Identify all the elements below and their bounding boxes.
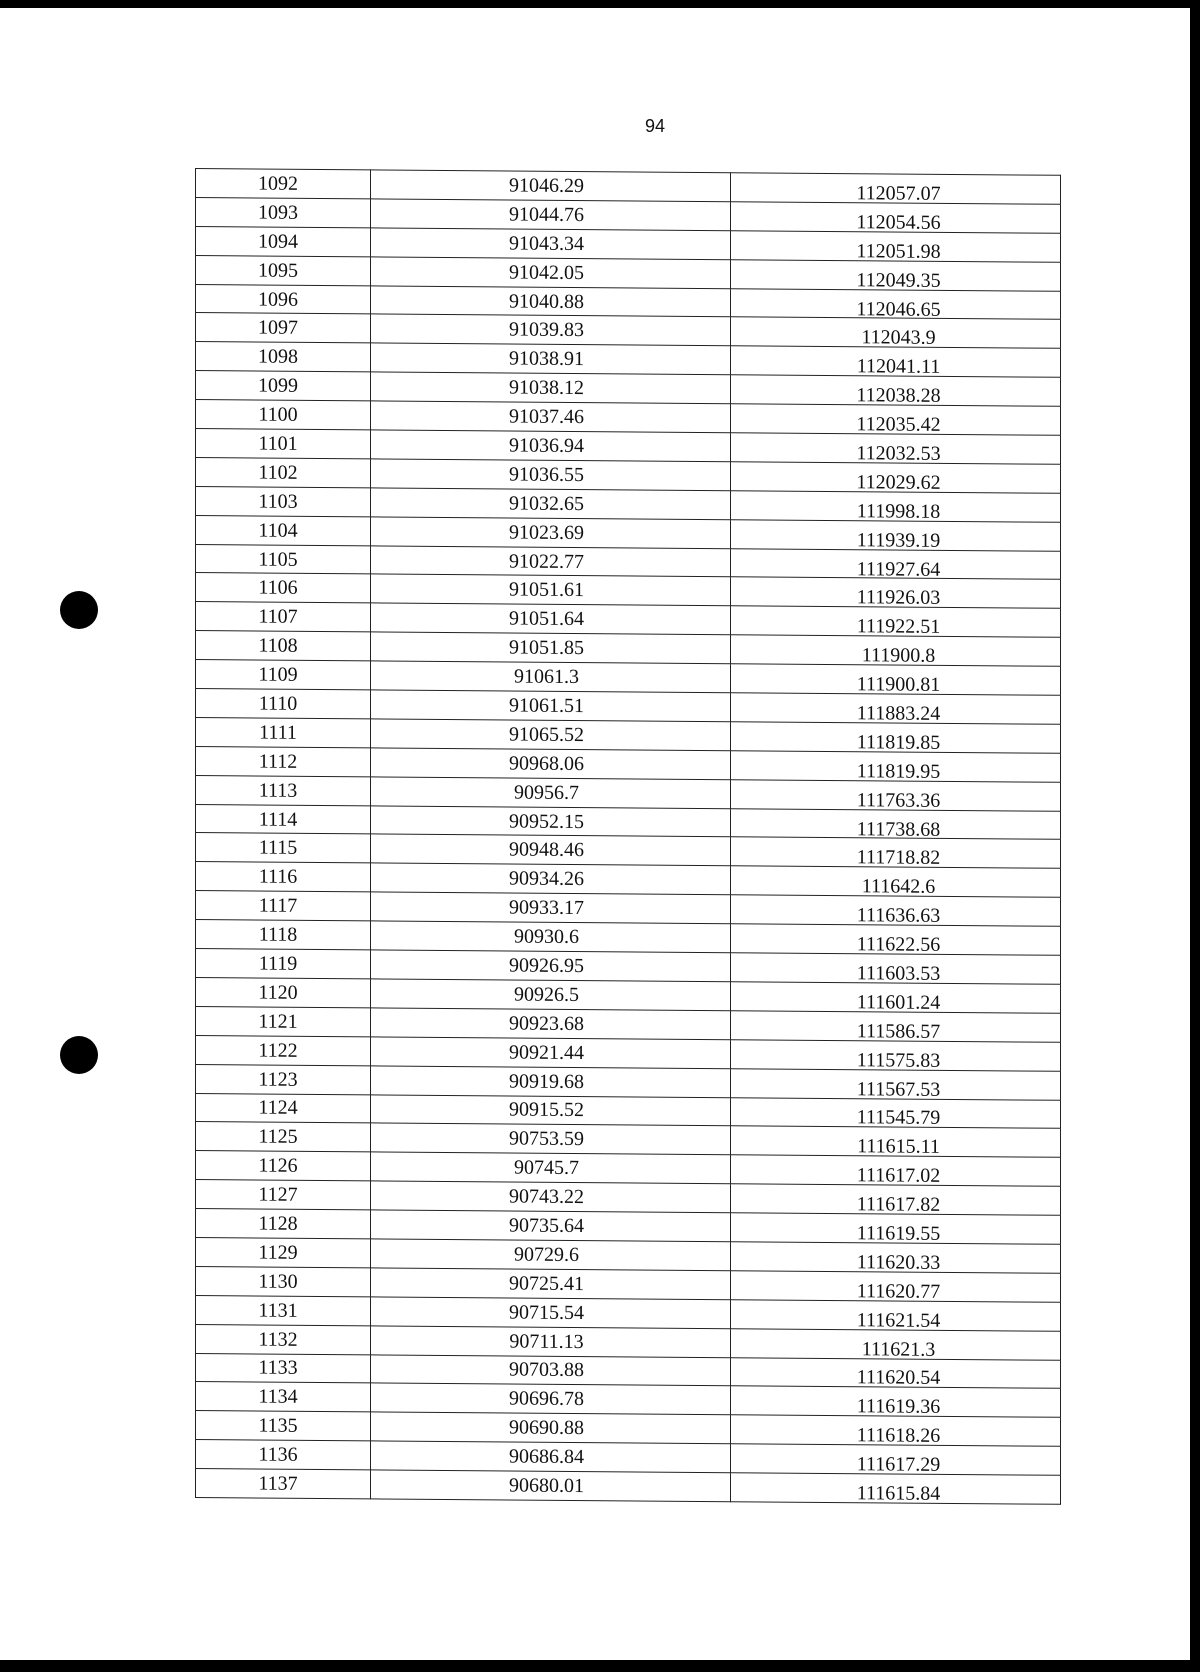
punch-hole-top <box>60 591 98 629</box>
value-a-cell: 90933.17 <box>371 892 731 924</box>
value-a-cell: 91051.64 <box>371 603 731 635</box>
value-a-cell: 91039.83 <box>371 314 731 346</box>
value-a-cell: 91051.61 <box>371 574 731 606</box>
value-b-cell: 112051.98 <box>731 235 1061 266</box>
value-b-cell: 111922.51 <box>731 611 1061 642</box>
row-id-cell: 1118 <box>196 920 371 950</box>
value-b-cell: 111939.19 <box>731 524 1061 555</box>
row-id-cell: 1133 <box>196 1353 371 1383</box>
value-a-cell: 91038.91 <box>371 343 731 375</box>
value-b-cell: 111718.82 <box>731 842 1061 873</box>
row-id-cell: 1122 <box>196 1035 371 1065</box>
row-id-cell: 1113 <box>196 775 371 805</box>
table-container <box>195 168 1060 1505</box>
value-a-cell: 91061.3 <box>371 661 731 693</box>
value-b-cell: 111615.84 <box>731 1478 1061 1509</box>
row-id-cell: 1125 <box>196 1122 371 1152</box>
value-b-cell: 112041.11 <box>731 351 1061 382</box>
row-id-cell: 1094 <box>196 226 371 256</box>
value-b-cell: 112057.07 <box>731 178 1061 209</box>
value-a-cell: 91046.29 <box>371 170 731 202</box>
value-b-cell: 111763.36 <box>731 784 1061 815</box>
value-b-cell: 111883.24 <box>731 698 1061 729</box>
row-id-cell: 1132 <box>196 1324 371 1354</box>
value-a-cell: 90745.7 <box>371 1152 731 1184</box>
row-id-cell: 1111 <box>196 717 371 747</box>
value-a-cell: 90968.06 <box>371 748 731 780</box>
value-b-cell: 111900.81 <box>731 669 1061 700</box>
row-id-cell: 1098 <box>196 342 371 372</box>
value-b-cell: 111617.82 <box>731 1189 1061 1220</box>
value-b-cell: 111615.11 <box>731 1131 1061 1162</box>
value-a-cell: 91023.69 <box>371 517 731 549</box>
value-b-cell: 112029.62 <box>731 467 1061 498</box>
row-id-cell: 1130 <box>196 1266 371 1296</box>
row-id-cell: 1128 <box>196 1209 371 1239</box>
value-b-cell: 111621.54 <box>731 1304 1061 1335</box>
row-id-cell: 1110 <box>196 689 371 719</box>
row-id-cell: 1112 <box>196 746 371 776</box>
row-id-cell: 1097 <box>196 313 371 343</box>
value-b-cell: 111619.36 <box>731 1391 1061 1422</box>
row-id-cell: 1101 <box>196 429 371 459</box>
value-a-cell: 90948.46 <box>371 834 731 866</box>
value-b-cell: 111567.53 <box>731 1073 1061 1104</box>
value-a-cell: 91022.77 <box>371 545 731 577</box>
value-a-cell: 91037.46 <box>371 401 731 433</box>
row-id-cell: 1107 <box>196 602 371 632</box>
value-b-cell: 111636.63 <box>731 900 1061 931</box>
value-a-cell: 91042.05 <box>371 257 731 289</box>
row-id-cell: 1108 <box>196 631 371 661</box>
value-a-cell: 90735.64 <box>371 1210 731 1242</box>
value-b-cell: 111819.95 <box>731 756 1061 787</box>
value-b-cell: 111619.55 <box>731 1218 1061 1249</box>
value-a-cell: 91044.76 <box>371 199 731 231</box>
row-id-cell: 1099 <box>196 371 371 401</box>
value-a-cell: 91043.34 <box>371 228 731 260</box>
row-id-cell: 1096 <box>196 284 371 314</box>
value-a-cell: 90934.26 <box>371 863 731 895</box>
value-b-cell: 111926.03 <box>731 582 1061 613</box>
value-b-cell: 111738.68 <box>731 813 1061 844</box>
value-a-cell: 90743.22 <box>371 1181 731 1213</box>
value-a-cell: 90952.15 <box>371 805 731 837</box>
value-b-cell: 111927.64 <box>731 553 1061 584</box>
value-b-cell: 111586.57 <box>731 1016 1061 1047</box>
value-b-cell: 111621.3 <box>731 1333 1061 1364</box>
value-a-cell: 90711.13 <box>371 1326 731 1358</box>
value-a-cell: 91061.51 <box>371 690 731 722</box>
row-id-cell: 1093 <box>196 197 371 227</box>
value-b-cell: 111617.29 <box>731 1449 1061 1480</box>
row-id-cell: 1116 <box>196 862 371 892</box>
value-b-cell: 111998.18 <box>731 496 1061 527</box>
value-b-cell: 111622.56 <box>731 929 1061 960</box>
value-a-cell: 90715.54 <box>371 1297 731 1329</box>
value-a-cell: 90921.44 <box>371 1037 731 1069</box>
value-b-cell: 112054.56 <box>731 207 1061 238</box>
value-b-cell: 112049.35 <box>731 264 1061 295</box>
value-b-cell: 111603.53 <box>731 958 1061 989</box>
value-b-cell: 111620.77 <box>731 1276 1061 1307</box>
page-number: 94 <box>644 116 666 136</box>
row-id-cell: 1106 <box>196 573 371 603</box>
row-id-cell: 1095 <box>196 255 371 285</box>
value-a-cell: 90915.52 <box>371 1094 731 1126</box>
row-id-cell: 1134 <box>196 1382 371 1412</box>
row-id-cell: 1127 <box>196 1180 371 1210</box>
value-a-cell: 91036.94 <box>371 430 731 462</box>
row-id-cell: 1115 <box>196 833 371 863</box>
row-id-cell: 1124 <box>196 1093 371 1123</box>
value-b-cell: 111642.6 <box>731 871 1061 902</box>
value-a-cell: 90930.6 <box>371 921 731 953</box>
value-a-cell: 90696.78 <box>371 1383 731 1415</box>
value-a-cell: 90753.59 <box>371 1123 731 1155</box>
value-b-cell: 111900.8 <box>731 640 1061 671</box>
row-id-cell: 1117 <box>196 891 371 921</box>
row-id-cell: 1131 <box>196 1295 371 1325</box>
value-a-cell: 90686.84 <box>371 1441 731 1473</box>
value-b-cell: 111617.02 <box>731 1160 1061 1191</box>
value-a-cell: 90703.88 <box>371 1354 731 1386</box>
value-b-cell: 111601.24 <box>731 987 1061 1018</box>
row-id-cell: 1102 <box>196 457 371 487</box>
row-id-cell: 1120 <box>196 977 371 1007</box>
value-b-cell: 112043.9 <box>731 322 1061 353</box>
value-b-cell: 112032.53 <box>731 438 1061 469</box>
punch-hole-bottom <box>60 1036 98 1074</box>
row-id-cell: 1092 <box>196 169 371 199</box>
value-b-cell: 112046.65 <box>731 293 1061 324</box>
row-id-cell: 1137 <box>196 1469 371 1499</box>
value-b-cell: 111620.33 <box>731 1247 1061 1278</box>
value-a-cell: 90680.01 <box>371 1470 731 1502</box>
row-id-cell: 1119 <box>196 949 371 979</box>
row-id-cell: 1104 <box>196 515 371 545</box>
value-a-cell: 90725.41 <box>371 1268 731 1300</box>
value-a-cell: 91040.88 <box>371 285 731 317</box>
value-b-cell: 111819.85 <box>731 727 1061 758</box>
value-a-cell: 90690.88 <box>371 1412 731 1444</box>
row-id-cell: 1100 <box>196 400 371 430</box>
row-id-cell: 1126 <box>196 1151 371 1181</box>
row-id-cell: 1135 <box>196 1411 371 1441</box>
document-page <box>0 8 1190 1660</box>
row-id-cell: 1121 <box>196 1006 371 1036</box>
value-b-cell: 112035.42 <box>731 409 1061 440</box>
value-a-cell: 90729.6 <box>371 1239 731 1271</box>
value-a-cell: 90919.68 <box>371 1065 731 1097</box>
value-b-cell: 111545.79 <box>731 1102 1061 1133</box>
value-b-cell: 112038.28 <box>731 380 1061 411</box>
row-id-cell: 1103 <box>196 486 371 516</box>
value-b-cell: 111620.54 <box>731 1362 1061 1393</box>
row-id-cell: 1105 <box>196 544 371 574</box>
row-id-cell: 1114 <box>196 804 371 834</box>
value-a-cell: 90926.5 <box>371 979 731 1011</box>
row-id-cell: 1129 <box>196 1237 371 1267</box>
row-id-cell: 1109 <box>196 660 371 690</box>
value-a-cell: 90956.7 <box>371 777 731 809</box>
value-b-cell: 111575.83 <box>731 1044 1061 1075</box>
value-a-cell: 91036.55 <box>371 459 731 491</box>
value-a-cell: 91032.65 <box>371 488 731 520</box>
value-b-cell: 111618.26 <box>731 1420 1061 1451</box>
value-a-cell: 91038.12 <box>371 372 731 404</box>
value-a-cell: 91051.85 <box>371 632 731 664</box>
table-body <box>196 169 1061 1505</box>
row-id-cell: 1123 <box>196 1064 371 1094</box>
coordinate-table <box>195 168 1061 1505</box>
value-a-cell: 91065.52 <box>371 719 731 751</box>
value-a-cell: 90926.95 <box>371 950 731 982</box>
value-a-cell: 90923.68 <box>371 1008 731 1040</box>
row-id-cell: 1136 <box>196 1440 371 1470</box>
